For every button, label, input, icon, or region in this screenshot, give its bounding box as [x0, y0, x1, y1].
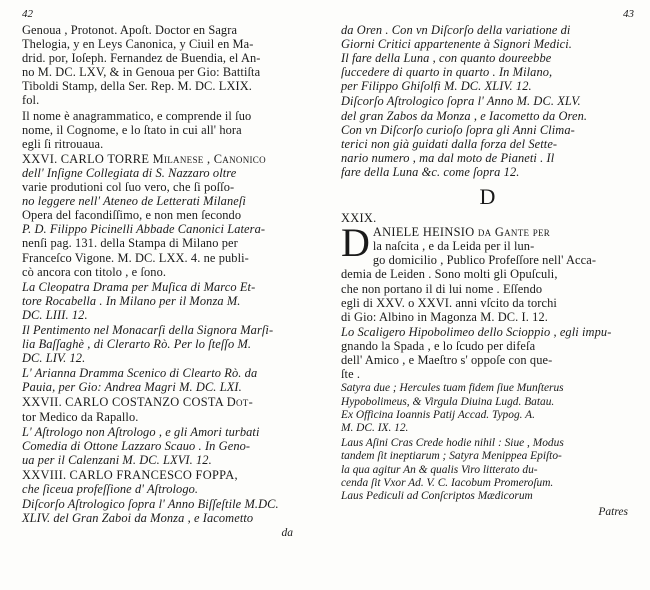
folio-right-row [341, 8, 634, 21]
text-line: Il fare della Luna , con quanto doureebbe [341, 51, 552, 66]
ornamental-letter: D [479, 184, 496, 210]
folio-number-left: 42 [22, 8, 33, 20]
entry-title: CARLO TORRE Milaneſe , Canonico [60, 151, 266, 166]
text-line: Con vn Diſcorſo curioſo ſopra gli Anni Clima- [341, 122, 575, 137]
left-page-column [16, 0, 321, 590]
work-entry [22, 366, 315, 394]
entry-title: CARLO FRANCESCO FOPPA, [69, 467, 238, 482]
text-line: L' Aſtrologo non Aſtrologo , e gli Amori turbati [22, 424, 260, 439]
text-line: tandem ſit ineptiarum ; Satyra Menippea Epiſto- [341, 450, 562, 463]
folio-left-row [22, 8, 315, 21]
text-line: lia Baſſaghè , di Clerarto Rò. Per lo ſteſſo M. [22, 337, 252, 352]
text-line: Lo Scaligero Hipobolimeo dello Scioppio , egli impu- [341, 324, 612, 339]
text-line: terici non già guidati dalla forza del Sette- [341, 136, 558, 151]
entry-xxvii [22, 395, 315, 423]
work-entry [22, 425, 315, 467]
text-line: Ex Officina Ioannis Patij Accad. Typog. A. [341, 408, 535, 421]
right-page-column [335, 0, 640, 590]
text-line: fol. [22, 93, 40, 108]
text-line: DC. LIII. 12. [22, 307, 88, 322]
dropcap-paragraph [341, 220, 634, 324]
text-line: fare della Luna &c. come ſopra 12. [341, 164, 520, 179]
work-entry [341, 325, 634, 381]
catchword-left: da [281, 527, 293, 540]
text-line: M. DC. IX. 12. [341, 422, 409, 435]
text-line: nome, il Cognome, e lo ſtato in cui all' hora [22, 122, 242, 137]
text-line: Tiboldi Stamp, della Ser. Rep. M. DC. LXIX. [22, 79, 252, 94]
text-line: Hypobolimeus, & Virgula Diuina Lugd. Batau. [341, 395, 555, 408]
text-line: di Gio: Albino in Magonza M. DC. I. 12. [341, 309, 548, 324]
text-line: ſuccedere di quarto in quarto . In Milano, [341, 65, 553, 80]
text-line: dell' Inſigne Collegiata di S. Nazzaro oltre [22, 165, 237, 180]
text-line: del gran Zabos da Monza , e Iacometto da Oren. [341, 108, 588, 123]
text-line: ua per il Calenzani M. DC. LXVI. 12. [22, 452, 212, 467]
text-line: Diſcorſo Aſtrologico ſopra l' Anno M. DC. XLV. [341, 94, 581, 109]
text-line: varie produtioni col ſuo vero, che ſi poſſo- [22, 180, 235, 195]
text-line: L' Arianna Dramma Scenico di Clearto Rò. da [22, 366, 258, 381]
text-line: drid. por, Ioſeph. Fernandez de Buendia, el An- [22, 51, 261, 66]
text-line: Diſcorſo Aſtrologico ſopra l' Anno Biſſeſtile M.DC. [22, 497, 279, 512]
text-line: gnando la Spada , e lo ſcudo per difeſa [341, 338, 536, 353]
latin-work-entry [341, 437, 634, 504]
text-line: la qua agitur An & qualis Viro litterato du- [341, 463, 538, 476]
text-line: go domicilio , Publico Profeſſore nell' Acca- [372, 253, 597, 268]
text-line: no leggere nell' Ateneo de Letterati Milaneſi [22, 194, 246, 209]
work-entry [341, 94, 634, 179]
entry-line-with-number [22, 468, 315, 482]
entry-line-with-number [22, 395, 315, 409]
entry-xxvi [22, 152, 315, 279]
text-line: Thelogia, y en Leys Canonica, y Ciuil en Ma- [22, 37, 254, 52]
text-line: no M. DC. LXV, & in Genoua per Gio: Battiſta [22, 65, 261, 80]
text-line: Pauia, per Gio: Andrea Magri M. DC. LXI. [22, 380, 242, 395]
text-line: XLIV. del Gran Zaboi da Monza , e Iacometto [22, 511, 254, 526]
text-line: cenda ſit Vxor Ad. V. C. Iacobum Promeroſum. [341, 477, 554, 489]
work-entry [22, 280, 315, 322]
dropcap-letter: D [341, 220, 370, 266]
text-line: Il Pentimento nel Monacarſi della Signora Marſi- [22, 322, 274, 337]
entry-number: XXIX. [341, 211, 377, 226]
entry-title: CARLO COSTANZO COSTA Dot- [65, 395, 254, 410]
text-line: tore Rocabella . In Milano per il Monza M. [22, 293, 241, 308]
text-line: Il nome è anagrammatico, e comprende il ſuo [22, 108, 252, 123]
text-line: nenſi pag. 131. della Stampa di Milano per [22, 236, 238, 251]
text-line: P. D. Filippo Picinelli Abbade Canonici Latera- [22, 222, 266, 237]
text-line: egli ſi ritrouaua. [22, 136, 104, 151]
entry-line-with-number [22, 152, 315, 166]
work-entry [22, 323, 315, 365]
text-line: ANIELE HEINSIO da Gante per [372, 225, 551, 240]
work-entry [22, 497, 315, 525]
text-line: tor Medico da Rapallo. [22, 409, 139, 424]
paragraph-continuation [341, 23, 634, 93]
entry-number: XXVI. [22, 151, 58, 166]
text-line: Laus Pediculi ad Conſcriptos Mædicorum [341, 490, 533, 503]
text-line: la naſcita , e da Leida per il lun- [372, 239, 535, 254]
text-line: nario numero , ma dal moto de Pianeti . Il [341, 150, 555, 165]
paragraph-continuation [22, 23, 315, 108]
entry-number-line [341, 211, 634, 225]
text-line: egli di XXV. o XXVI. anni vſcito da torchi [341, 295, 557, 310]
text-line: che non portano il di lui nome . Eſſendo [341, 281, 543, 296]
entry-xxix [341, 211, 634, 324]
text-line: La Cleopatra Drama per Muſica di Marco Et- [22, 279, 256, 294]
text-line: Opera del facondiſſimo, e non men ſecondo [22, 208, 242, 223]
text-line: che ſiceua profeſſione d' Aſtrologo. [22, 482, 199, 496]
text-line: da Oren . Con vn Diſcorſo della variatione di [341, 23, 571, 37]
catchword-right: Patres [598, 505, 628, 518]
text-line: cò ancora con titolo , e ſono. [22, 264, 167, 279]
entry-number: XXVIII. [22, 467, 67, 482]
text-line: DC. LIV. 12. [22, 351, 86, 366]
text-line: Comedia di Ottone Lazzaro Scauo . In Geno- [22, 438, 251, 453]
column-gutter [325, 10, 326, 575]
text-line: demia de Leiden . Sono molti gli Opuſculi, [341, 267, 558, 282]
text-line: Satyra due ; Hercules tuam fidem ſiue Munſterus [341, 382, 564, 395]
text-line: ſte . [341, 367, 361, 382]
paragraph-note [22, 109, 315, 151]
latin-work-entry [341, 382, 634, 436]
text-line: dell' Amico , e Maeſtro s' oppoſe con que- [341, 352, 553, 367]
text-line: Giorni Critici appartenente à Signori Medici. [341, 37, 572, 52]
entry-number: XXVII. [22, 395, 62, 410]
text-line: per Filippo Ghiſolfi M. DC. XLIV. 12. [341, 79, 532, 94]
entry-xxviii [22, 468, 315, 496]
text-line: Genoua , Protonot. Apoſt. Doctor en Sagra [22, 23, 238, 37]
folio-number-right: 43 [623, 8, 634, 20]
text-line: Laus Aſini Cras Crede hodie nihil : Siue , Modus [341, 436, 564, 449]
text-line: Franceſco Vigone. M. DC. LXX. 4. ne publi- [22, 250, 249, 265]
